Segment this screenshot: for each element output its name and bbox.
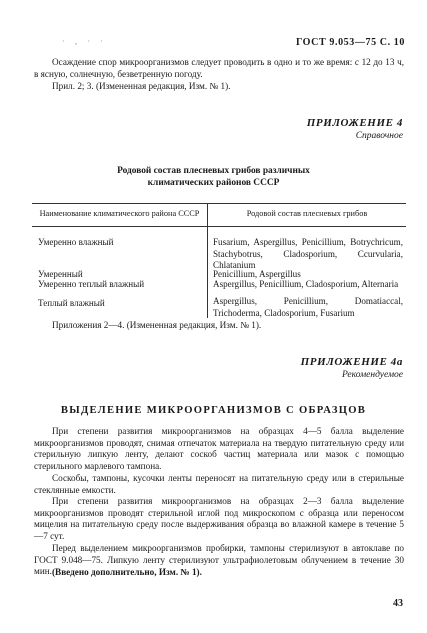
table-body-divider <box>207 226 208 318</box>
intro-paragraph: Осаждение спор микроорганизмов следует проводить в одно и то же время: с 12 до 13 ч, в ясную, солнечную, безветренную погоду. <box>34 57 404 79</box>
table-title-line1: Родовой состав плесневых грибов различных <box>117 166 310 176</box>
table-header-region: Наименование климатического района СССР <box>39 209 200 218</box>
body-paragraph-3: При степени развития микроорганизмов на образцах 2—3 балла выделение микроорганизмов проводят стерильной иглой под микроскопом с образца или переносом мицелия на питательную среду после выдерживания образца во влажной камере в течение 5—7 сут. <box>34 496 404 541</box>
table-cell-genera: Fusarium, Aspergillus, Penicillium, Botrychricum, Stachybotrus, Cladosporium, Ccurvularia, Chlatanium <box>213 237 403 270</box>
page-number: 43 <box>393 598 403 609</box>
intro-note: Прил. 2; 3. (Измененная редакция, Изм. № 1). <box>52 81 231 91</box>
table-title-line2: климатических районов СССР <box>147 178 280 188</box>
body-paragraph-4: Перед выделением микроорганизмов пробирки, тампоны стерилизуют в автоклаве по ГОСТ 9.048—75. Липкую ленту стерилизуют ультрафиолетовым облучением в течение 30 мин. <box>34 543 404 577</box>
table-cell-region: Умеренно влажный <box>38 237 114 247</box>
body-paragraph-2: Соскобы, тампоны, кусочки ленты переносят на питательную среду или в стерильные стеклянные емкости. <box>34 473 404 495</box>
appendix-4a-title: ПРИЛОЖЕНИЕ 4а <box>300 356 403 368</box>
appendix-4-subtitle: Справочное <box>355 131 403 141</box>
table-top-rule <box>32 203 406 204</box>
table-cell-region: Теплый влажный <box>38 298 105 308</box>
section-title: ВЫДЕЛЕНИЕ МИКРООРГАНИЗМОВ С ОБРАЗЦОВ <box>60 405 367 416</box>
table-cell-genera: Aspergillus, Penicillium, Cladosporium, Alternaria <box>213 279 399 289</box>
table-header-genera: Родовой состав плесневых грибов <box>246 209 368 218</box>
appendix-4-title: ПРИЛОЖЕНИЕ 4 <box>306 117 403 129</box>
appendix-4-note: Приложения 2—4. (Измененная редакция, Изм. № 1). <box>52 320 262 330</box>
scan-smudge: · ‚ · · <box>62 37 107 46</box>
table-cell-genera: Aspergillus, Penicillium, Domatiaccal, Trichoderma, Cladosporium, Fusarium <box>213 296 403 318</box>
body-paragraph-1: При степени развития микроорганизмов на образцах 4—5 балла выделение микроорганизмов проводят, снимая отпечаток материала на твердую питательную среду или стерильную липкую ленту, делают соскоб частиц материала или мазок с помощью стерильного марлевого тампона. <box>34 426 404 471</box>
table-cell-region: Умеренный <box>38 269 83 279</box>
table-cell-region: Умеренно теплый влажный <box>38 279 145 289</box>
appendix-4a-subtitle: Рекомендуемое <box>341 370 403 380</box>
page-header: ГОСТ 9.053—75 С. 10 <box>295 37 405 48</box>
appendix-4a-note: (Введено дополнительно, Изм. № 1). <box>52 567 202 577</box>
table-header-rule <box>32 226 406 227</box>
table-cell-genera: Penicillium, Aspergillus <box>213 269 301 279</box>
